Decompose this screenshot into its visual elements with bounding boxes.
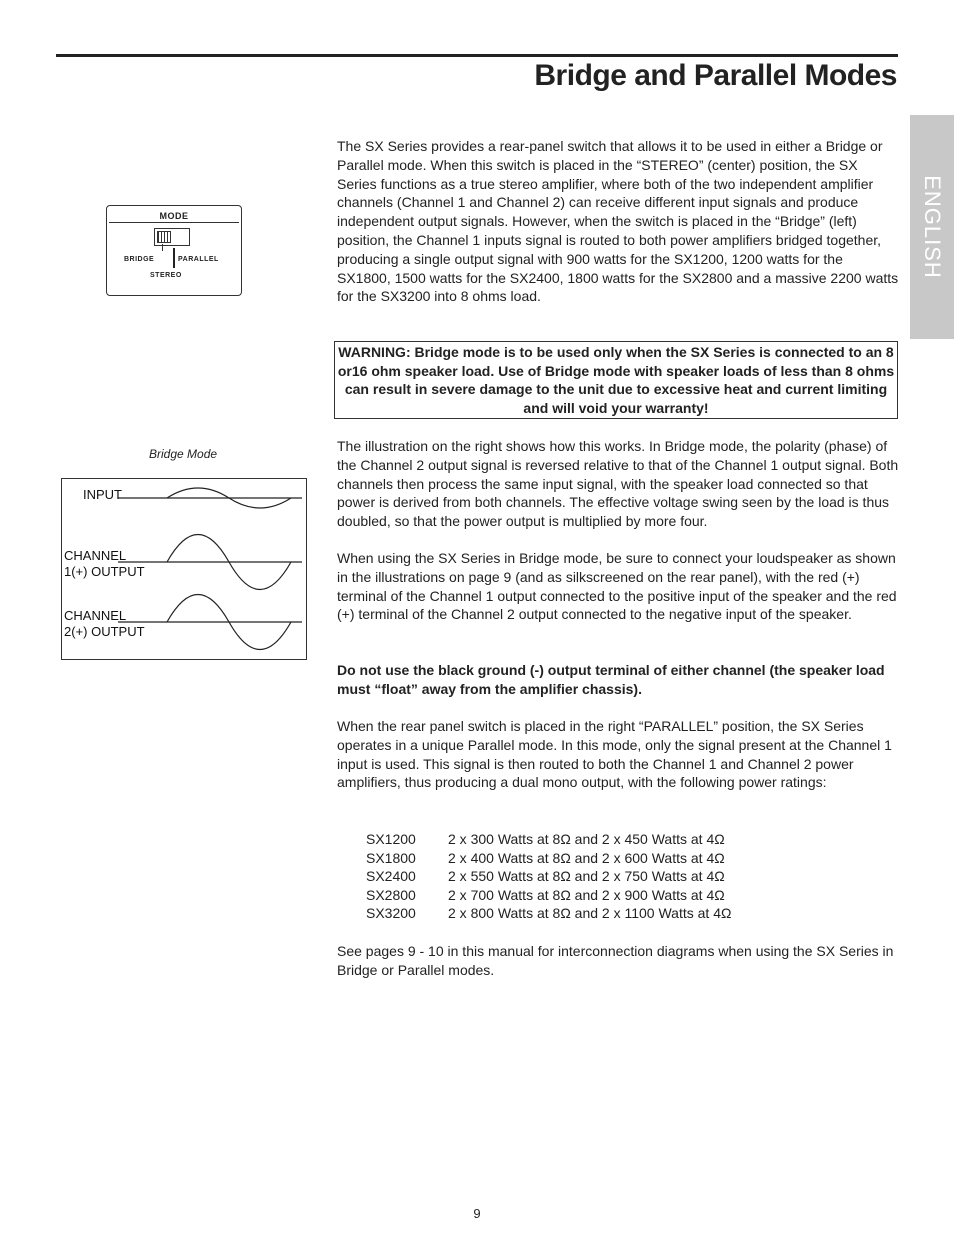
rating-row: [366, 830, 731, 849]
mode-title-bar: [109, 208, 239, 223]
rating-spec: 2 x 700 Watts at 8Ω and 2 x 900 Watts at 4Ω: [448, 886, 725, 903]
bridge-explanation-text: The illustration on the right shows how this works. In Bridge mode, the polarity (phase) of the Channel 2 output signal is reversed relative to that of the Channel 1 output signal. Both channels then process the same input signal, with the speaker load connected so that power is derived from both channels. The effective voltage swing seen by the load is thus doubled, so that the power output is multiplied by more four.: [337, 438, 899, 530]
parallel-explanation-text: When the rear panel switch is placed in the right “PARALLEL” position, the SX Series operates in a unique Parallel mode. In this mode, only the signal present at the Channel 1 input is used. This signal is then routed to both the Channel 1 and Channel 2 power amplifiers, thus producing a dual mono output, with the following power ratings:: [337, 718, 892, 791]
bridge-mode-diagram: [61, 478, 307, 660]
ground-warning: [337, 661, 899, 699]
ch2-label: [64, 608, 145, 640]
power-ratings-table: [366, 830, 731, 923]
rating-row: [366, 867, 731, 886]
bridge-label: BRIDGE: [124, 256, 155, 263]
rating-spec: 2 x 300 Watts at 8Ω and 2 x 450 Watts at 4Ω: [448, 831, 725, 847]
ch1-label-line2: 1(+) OUTPUT: [64, 564, 145, 579]
language-tab-label: ENGLISH: [920, 175, 945, 279]
mode-switch-panel: [106, 205, 242, 296]
rating-row: [366, 849, 731, 868]
mode-switch: [154, 228, 190, 246]
ground-warning-text: Do not use the black ground (-) output terminal of either channel (the speaker load must “float” away from the amplifier chassis).: [337, 662, 885, 697]
switch-knob: [157, 231, 171, 243]
intro-text: The SX Series provides a rear-panel switch that allows it to be used in either a Bridge or Parallel mode. When this switch is placed in the “STEREO” (center) position, the SX Series functions as a true stereo amplifier, where both of the two independent amplifier channels (Channel 1 and Channel 2) can receive different input signals and produce independent output signals. However, when the switch is placed in the “Bridge” (left) position, the Channel 1 inputs signal is routed to both power amplifiers bridged together, producing a single output signal with 900 watts for the SX1200, 1200 watts for the SX1800, 1500 watts for the SX2400, 1800 watts for the SX2800 and a massive 2200 watts for the SX3200 into 8 ohms load.: [337, 138, 899, 305]
rating-spec: 2 x 400 Watts at 8Ω and 2 x 600 Watts at 4Ω: [448, 849, 725, 866]
language-tab: [910, 115, 954, 339]
bridge-tick: [162, 244, 163, 251]
see-pages-note: [337, 942, 899, 980]
switch-divider: [173, 248, 175, 268]
parallel-label: PARALLEL: [178, 256, 219, 263]
rating-spec: 2 x 550 Watts at 8Ω and 2 x 750 Watts at 4Ω: [448, 868, 725, 885]
page-number: 9: [473, 1206, 481, 1221]
ch2-label-line2: 2(+) OUTPUT: [64, 624, 145, 639]
header-rule: [56, 54, 898, 57]
diagram-caption: Bridge Mode: [149, 447, 218, 461]
rating-model: SX1200: [366, 831, 416, 847]
parallel-explanation: [337, 717, 899, 792]
stereo-label: STEREO: [150, 272, 182, 279]
rating-model: SX3200: [366, 905, 416, 922]
input-label: INPUT: [83, 487, 122, 502]
rating-row: [366, 886, 731, 905]
rating-spec: 2 x 800 Watts at 8Ω and 2 x 1100 Watts at 4Ω: [448, 905, 732, 922]
bridge-connection: [337, 549, 899, 624]
see-pages-text: See pages 9 - 10 in this manual for interconnection diagrams when using the SX Series in Bridge or Parallel modes.: [337, 943, 894, 978]
mode-title: MODE: [159, 211, 189, 221]
warning-box: WARNING: Bridge mode is to be used only when the SX Series is connected to an 8 or16 ohm speaker load. Use of Bridge mode with speaker loads of less than 8 ohms can result in severe damage to the unit due to excessive heat and current limiting and will void your warranty!: [334, 341, 898, 419]
rating-model: SX1800: [366, 849, 416, 866]
ch2-label-line1: CHANNEL: [64, 608, 127, 623]
rating-row: [366, 904, 731, 923]
rating-model: SX2400: [366, 868, 416, 885]
page-title: Bridge and Parallel Modes: [534, 59, 897, 92]
ch1-label: [64, 548, 145, 580]
bridge-explanation: [337, 437, 899, 531]
intro-paragraph: [337, 137, 899, 306]
bridge-connection-text: When using the SX Series in Bridge mode, be sure to connect your loudspeaker as shown in the illustrations on page 9 (and as silkscreened on the rear panel), with the red (+) terminal of the Channel 1 output connected to the positive input of the speaker and the red (+) terminal of the Channel 2 output connected to the negative input of the speaker.: [337, 550, 897, 623]
rating-model: SX2800: [366, 886, 416, 903]
ch1-label-line1: CHANNEL: [64, 548, 127, 563]
